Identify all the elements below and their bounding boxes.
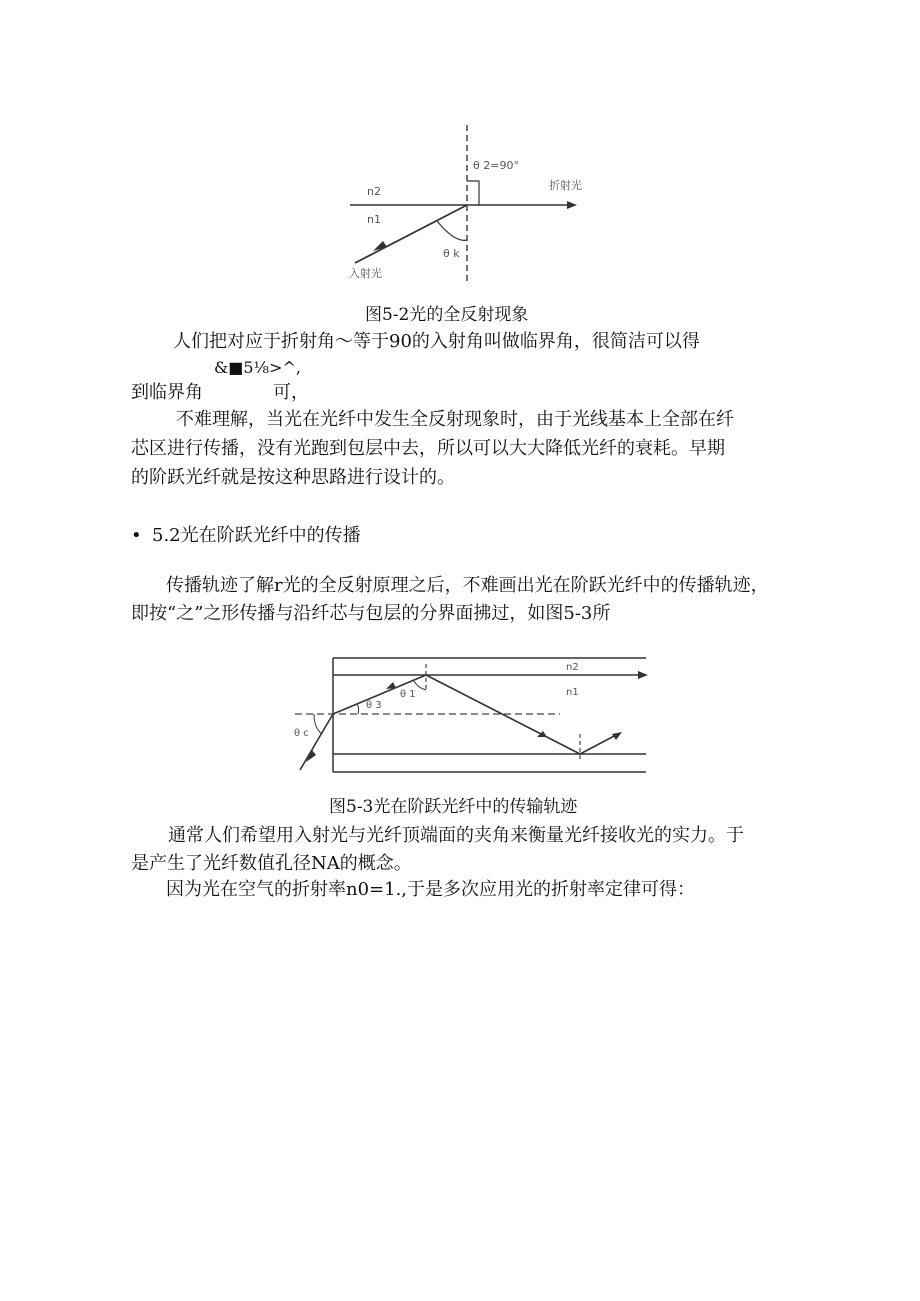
para2-line3: 的阶跃光纤就是按这种思路进行设计的。 xyxy=(131,467,455,488)
section-heading: 5.2光在阶跃光纤中的传播 xyxy=(152,525,361,546)
critical-angle-arc xyxy=(437,221,467,240)
n1-label: n1 xyxy=(566,687,579,698)
theta2-label: θ 2=90° xyxy=(473,159,519,172)
thetac-label: θ c xyxy=(294,728,309,739)
thetac-arc xyxy=(314,714,322,734)
refracted-arrowhead xyxy=(567,201,577,209)
para1-garbled-formula: &■5⅛>^, xyxy=(214,358,301,377)
entry-ray xyxy=(300,714,333,770)
section-bullet: • xyxy=(131,525,142,546)
theta3-arc xyxy=(356,704,359,714)
para1-line2a: 到临界角 xyxy=(131,382,203,403)
para1-line2b: 可， xyxy=(273,382,309,403)
incident-label: 入射光 xyxy=(349,267,382,280)
para3-line1: 传播轨迹了解r光的全反射原理之后，不难画出光在阶跃光纤中的传播轨迹， xyxy=(166,575,769,596)
ray-up-again-arrowhead xyxy=(612,732,622,740)
figure1-caption: 图5-2光的全反射现象 xyxy=(365,305,529,325)
ray-up-arrowhead xyxy=(386,682,396,689)
para2-line2: 芯区进行传播，没有光跑到包层中去，所以可以大大降低光纤的衰耗。早期 xyxy=(131,438,725,459)
para3-line2: 即按“之”之形传播与沿纤芯与包层的分界面拂过，如图5-3所 xyxy=(131,603,611,624)
figure-total-reflection xyxy=(345,125,595,290)
n2-label: n2 xyxy=(367,185,381,198)
figure2-caption: 图5-3光在阶跃光纤中的传输轨迹 xyxy=(329,797,578,817)
theta3-label: θ 3 xyxy=(366,700,382,711)
figure-step-index-propagation xyxy=(290,650,650,778)
para2-line1: 不难理解，当光在光纤中发生全反射现象时，由于光线基本上全部在纤 xyxy=(176,409,734,430)
ray-up-again xyxy=(580,734,618,754)
thetak-label: θ k xyxy=(443,247,460,260)
top-arrowhead xyxy=(638,671,648,679)
para5-line1: 因为光在空气的折射率n0=1.,于是多次应用光的折射率定律可得： xyxy=(166,879,696,900)
n1-label: n1 xyxy=(367,213,381,226)
n2-label: n2 xyxy=(566,662,579,673)
theta1-label: θ 1 xyxy=(400,689,416,700)
para1-line1: 人们把对应于折射角～等于90的入射角叫做临界角，很简洁可以得 xyxy=(173,331,700,352)
para4-line1: 通常人们希望用入射光与光纤顶端面的夹角来衡量光纤接收光的实力。于 xyxy=(168,825,744,846)
theta1-arc xyxy=(414,681,426,690)
para4-line2: 是产生了光纤数值孔径NA的概念。 xyxy=(131,853,412,874)
refracted-label: 折射光 xyxy=(549,179,582,192)
right-angle-mark xyxy=(467,181,479,205)
